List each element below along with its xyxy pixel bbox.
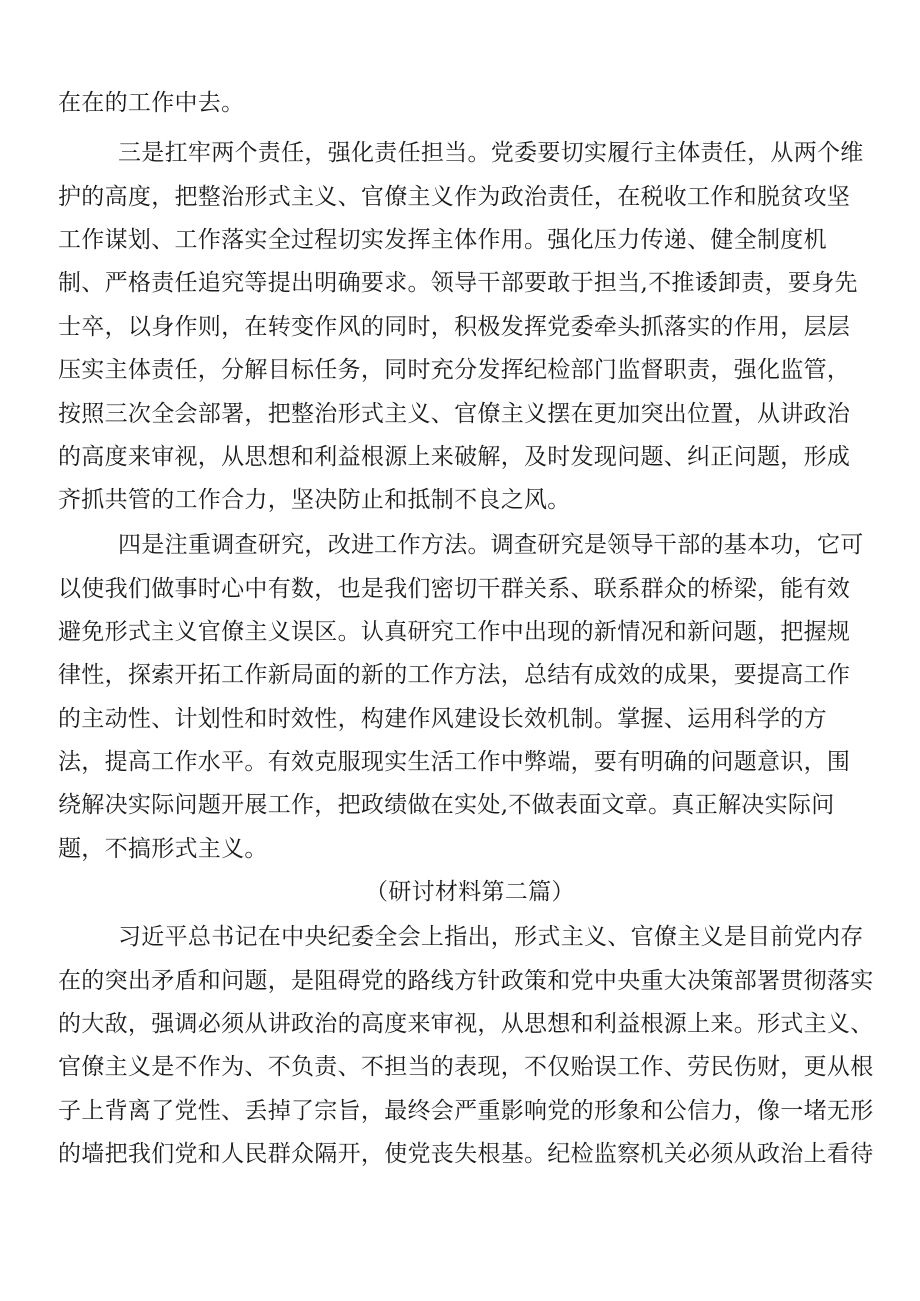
paragraph-line: 的高度来审视，从思想和利益根源上来破解，及时发现问题、纠正问题，形成 [58,444,851,470]
paragraph-line: 士卒，以身作则，在转变作风的同时，积极发挥党委牵头抓落实的作用，层层 [58,314,851,340]
paragraph-line: 三是扛牢两个责任，强化责任担当。党委要切实履行主体责任，从两个维 [118,140,864,166]
paragraph-line: 题，不搞形式主义。 [58,836,268,862]
paragraph-line: 的主动性、计划性和时效性，构建作风建设长效机制。掌握、运用科学的方 [58,706,827,732]
section-heading: （研讨材料第二篇） [365,879,575,905]
paragraph-line: 工作谋划、工作落实全过程切实发挥主体作用。强化压力传递、健全制度机 [58,227,827,253]
paragraph-line: 以使我们做事时心中有数，也是我们密切干群关系、联系群众的桥梁，能有效 [58,576,851,602]
paragraph-line: 律性，探索开拓工作新局面的新的工作方法，总结有成效的成果，要提高工作 [58,662,851,688]
paragraph-line: 官僚主义是不作为、不负责、不担当的表现，不仅贻误工作、劳民伤财，更从根 [58,1054,874,1080]
paragraph-line: 绕解决实际问题开展工作，把政绩做在实处,不做表面文章。真正解决实际问 [58,792,835,818]
paragraph-line: 在在的工作中去。 [58,90,245,116]
paragraph-line: 避免形式主义官僚主义误区。认真研究工作中出现的新情况和新问题，把握规 [58,619,851,645]
paragraph-line: 按照三次全会部署，把整治形式主义、官僚主义摆在更加突出位置，从讲政治 [58,401,851,427]
paragraph-line: 在的突出矛盾和问题，是阻碍党的路线方针政策和党中央重大决策部署贯彻落实 [58,968,874,994]
paragraph-line: 四是注重调查研究，改进工作方法。调查研究是领导干部的基本功，它可 [118,532,864,558]
paragraph-line: 制、严格责任追究等提出明确要求。领导干部要敢于担当,不推诿卸责，要身先 [58,270,858,296]
paragraph-line: 子上背离了党性、丢掉了宗旨，最终会严重影响党的形象和公信力，像一堵无形 [58,1098,874,1124]
paragraph-line: 习近平总书记在中央纪委全会上指出，形式主义、官僚主义是目前党内存 [118,924,864,950]
paragraph-line: 的墙把我们党和人民群众隔开，使党丧失根基。纪检监察机关必须从政治上看待 [58,1141,874,1167]
paragraph-line: 护的高度，把整治形式主义、官僚主义作为政治责任，在税收工作和脱贫攻坚 [58,184,851,210]
paragraph-line: 的大敌，强调必须从讲政治的高度来审视，从思想和利益根源上来。形式主义、 [58,1011,874,1037]
paragraph-line: 压实主体责任，分解目标任务，同时充分发挥纪检部门监督职责，强化监管， [58,357,851,383]
paragraph-line: 法，提高工作水平。有效克服现实生活工作中弊端，要有明确的问题意识，围 [58,749,851,775]
paragraph-line: 齐抓共管的工作合力，坚决防止和抵制不良之风。 [58,487,571,513]
